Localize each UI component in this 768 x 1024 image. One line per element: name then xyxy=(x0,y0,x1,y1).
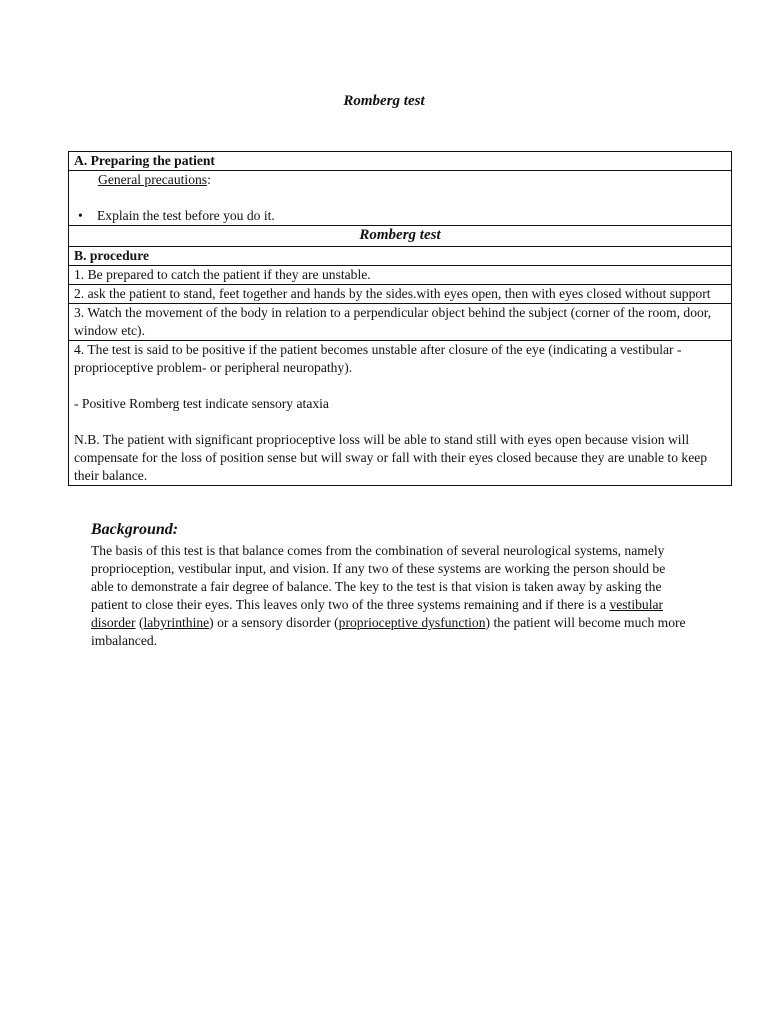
proprioceptive-dysfunction-link[interactable]: proprioceptive dysfunction xyxy=(338,615,486,630)
step-4: 4. The test is said to be positive if the patient becomes unstable after closure of the eye (indicating a vestibular - proprioceptive problem- or peripheral neuropathy). xyxy=(74,342,682,375)
table-subtitle: Romberg test xyxy=(69,226,732,247)
section-a-heading: A. Preparing the patient xyxy=(69,152,732,171)
vestibular-disorder-link[interactable]: vestibular disorder xyxy=(91,597,664,630)
general-precautions-label: General precautions xyxy=(98,172,208,187)
table-row xyxy=(69,226,732,247)
document-title: Romberg test xyxy=(343,93,425,109)
table-row xyxy=(69,171,732,226)
background-text-1: The basis of this test is that balance comes from the combination of several neurological systems, namely proprioception, vestibular input, and vision. If any two of these systems are working the person should be able to demonstrate a fair degree of balance. The key to the test is that vision is taken away by asking the patient to close their eyes. This leaves only two of the three systems remaining and if there is a xyxy=(91,543,666,612)
procedure-table xyxy=(68,151,732,486)
table-row xyxy=(69,266,732,285)
background-text-3: ) or a sensory disorder ( xyxy=(209,615,339,630)
step-3: 3. Watch the movement of the body in relation to a perpendicular object behind the subject (corner of the room, door, window etc). xyxy=(69,304,732,341)
labyrinthine-link[interactable]: labyrinthine xyxy=(143,615,210,630)
list-item xyxy=(74,207,731,225)
general-precautions-line xyxy=(74,171,731,189)
precautions-list xyxy=(74,207,731,225)
table-row xyxy=(69,285,732,304)
bullet-icon: • xyxy=(78,208,83,223)
general-precautions-colon: : xyxy=(207,172,211,187)
section-b-heading: B. procedure xyxy=(69,247,732,266)
table-row xyxy=(69,341,732,486)
preparation-cell xyxy=(69,171,732,226)
step-4-cell xyxy=(69,341,732,486)
table-row xyxy=(69,304,732,341)
table-row xyxy=(69,152,732,171)
list-item-text: Explain the test before you do it. xyxy=(97,208,275,223)
background-text-4: ) the patient will become much more imbalanced. xyxy=(91,615,686,648)
table-row xyxy=(69,247,732,266)
step-1: 1. Be prepared to catch the patient if they are unstable. xyxy=(69,266,732,285)
background-heading: Background: xyxy=(91,521,179,538)
step-4-note-ataxia: - Positive Romberg test indicate sensory ataxia xyxy=(74,396,329,411)
background-paragraph xyxy=(91,542,691,650)
background-text-2: ( xyxy=(135,615,144,630)
step-2: 2. ask the patient to stand, feet together and hands by the sides.with eyes open, then with eyes closed without support xyxy=(69,285,732,304)
background-section xyxy=(91,520,691,650)
step-4-note-nb: N.B. The patient with significant proprioceptive loss will be able to stand still with eyes open because vision will compensate for the loss of position sense but will sway or fall with their eyes closed because they are unable to keep their balance. xyxy=(74,432,708,483)
